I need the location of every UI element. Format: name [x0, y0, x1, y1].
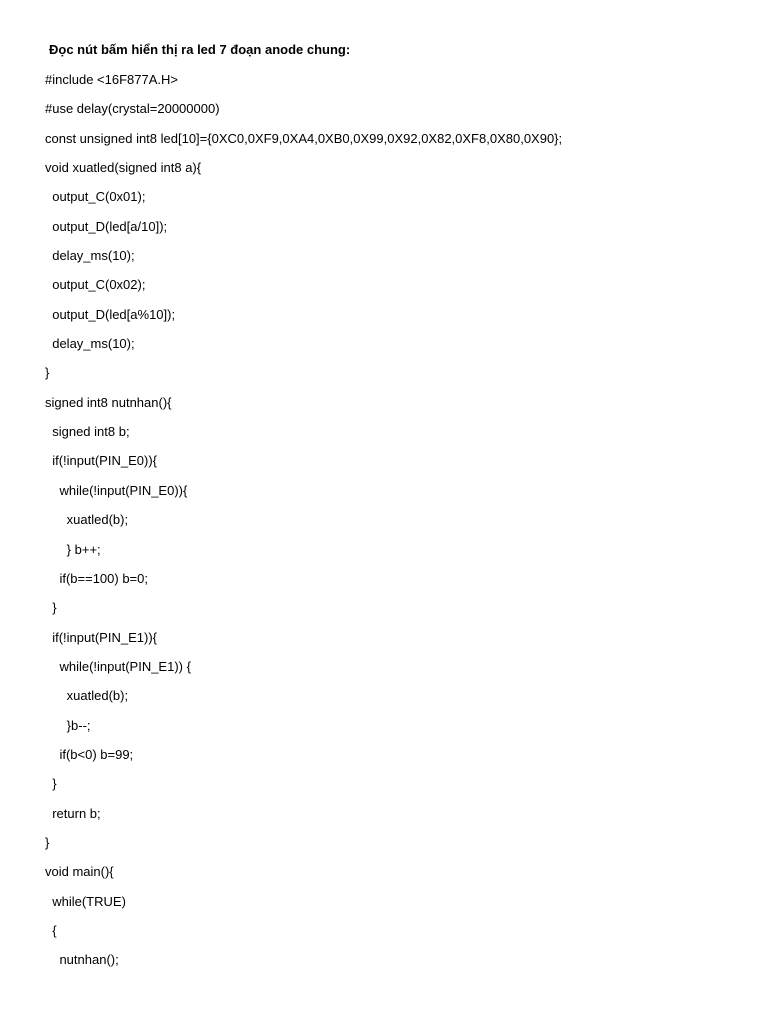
code-line: signed int8 b;: [45, 424, 130, 440]
code-line: while(!input(PIN_E0)){: [45, 482, 188, 498]
code-line: output_D(led[a/10]);: [45, 218, 168, 234]
code-line: } b++;: [45, 541, 101, 557]
code-line: #include <16F877A.H>: [45, 72, 178, 87]
code-line: delay_ms(10);: [45, 336, 135, 352]
code-line: #use delay(crystal=20000000): [45, 101, 220, 117]
code-block: [45, 70, 562, 980]
code-line: return b;: [45, 805, 101, 821]
code-line: void xuatled(signed int8 a){: [45, 160, 202, 176]
code-line: {: [45, 922, 57, 938]
code-line: }: [45, 776, 57, 792]
code-line: }b--;: [45, 717, 91, 733]
code-line: while(TRUE): [45, 893, 126, 909]
code-line: }: [45, 834, 50, 850]
code-line: if(!input(PIN_E1)){: [45, 629, 157, 645]
code-line: xuatled(b);: [45, 512, 129, 528]
code-line: while(!input(PIN_E1)) {: [45, 658, 191, 674]
code-line: if(!input(PIN_E0)){: [45, 453, 157, 469]
document-title: Đọc nút bấm hiển thị ra led 7 đoạn anode chung:: [49, 42, 351, 57]
code-line: }: [45, 600, 57, 616]
code-line: if(b<0) b=99;: [45, 746, 134, 762]
code-line: }: [45, 365, 50, 381]
code-line: xuatled(b);: [45, 688, 129, 704]
code-line: delay_ms(10);: [45, 248, 135, 264]
code-line: if(b==100) b=0;: [45, 570, 148, 586]
code-line: output_C(0x01);: [45, 189, 146, 205]
code-line: const unsigned int8 led[10]={0XC0,0XF9,0XA4,0XB0,0X99,0X92,0X82,0XF8,0X80,0X90};: [45, 130, 563, 146]
code-line: signed int8 nutnhan(){: [45, 394, 172, 410]
code-line: nutnhan();: [45, 952, 119, 968]
code-line: void main(){: [45, 864, 114, 880]
code-line: output_D(led[a%10]);: [45, 306, 176, 322]
code-line: output_C(0x02);: [45, 277, 146, 293]
